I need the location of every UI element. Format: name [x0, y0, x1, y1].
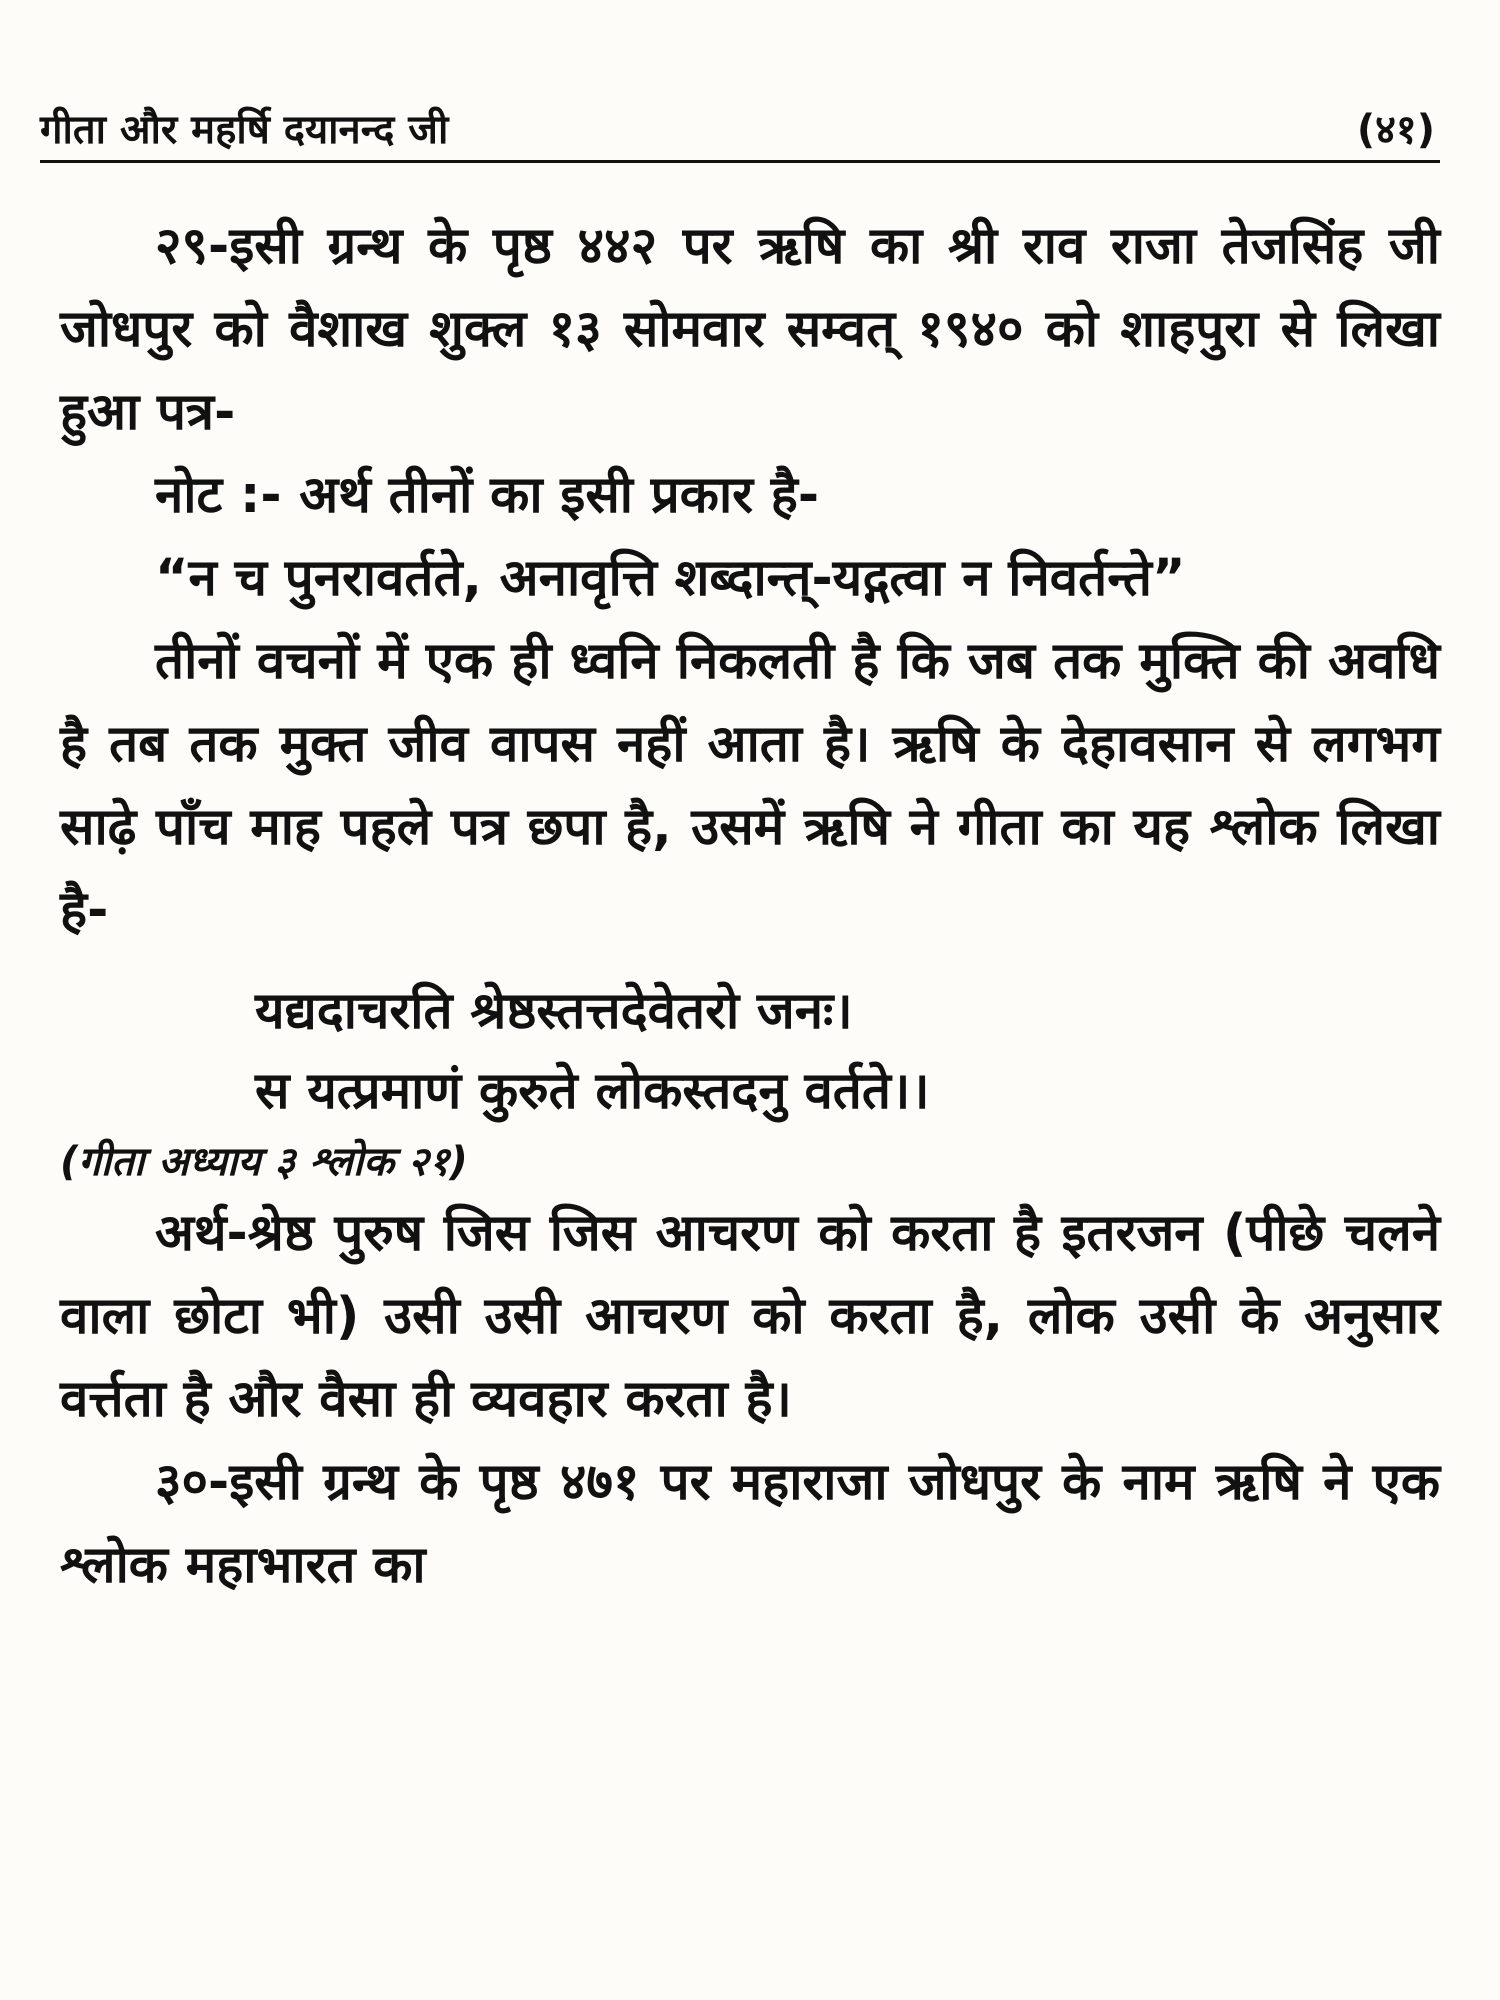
explanation-paragraph: तीनों वचनों में एक ही ध्वनि निकलती है कि जब तक मुक्ति की अवधि है तब तक मुक्त जीव वापस नहीं आता है। ऋषि के देहावसान से लगभग साढ़े पाँच माह पहले पत्र छपा है, उसमें ऋषि ने गीता का यह श्लोक लिखा है- — [60, 632, 1440, 940]
verse-citation: (गीता अध्याय ३ श्लोक २१) — [60, 1139, 468, 1185]
header-rule — [40, 160, 1440, 163]
note-line: नोट :- अर्थ तीनों का इसी प्रकार है- — [155, 466, 820, 525]
page-number: (४१) — [1356, 107, 1435, 153]
meaning-paragraph: अर्थ-श्रेष्ठ पुरुष जिस जिस आचरण को करता है इतरजन (पीछे चलने वाला छोटा भी) उसी उसी आचरण को करता है, लोक उसी के अनुसार वर्त्तता है और वैसा ही व्यवहार करता है। — [60, 1204, 1440, 1429]
page-header — [40, 100, 1435, 155]
quote-paragraph: “न च पुनरावर्तते, अनावृत्ति शब्दान्त्-यद्गत्वा न निवर्तन्ते” — [155, 549, 1186, 608]
paragraph-30: ३०-इसी ग्रन्थ के पृष्ठ ४७१ पर महाराजा जोधपुर के नाम ऋषि ने एक श्लोक महाभारत का — [60, 1453, 1440, 1595]
verse-line-2: स यत्प्रमाणं कुरुते लोकस्तदनु वर्तते।। — [255, 1062, 930, 1121]
verse-line-1: यद्यदाचरति श्रेष्ठस्तत्तदेवेतरो जनः। — [255, 982, 853, 1041]
page-body — [60, 205, 1440, 1607]
running-title: गीता और महर्षि दयानन्द जी — [40, 107, 449, 153]
paragraph-29: २९-इसी ग्रन्थ के पृष्ठ ४४२ पर ऋषि का श्री राव राजा तेजसिंह जी जोधपुर को वैशाख शुक्ल १३ सोमवार सम्वत् १९४० को शाहपुरा से लिखा हुआ पत्र- — [60, 217, 1440, 442]
gita-verse — [60, 972, 1440, 1132]
